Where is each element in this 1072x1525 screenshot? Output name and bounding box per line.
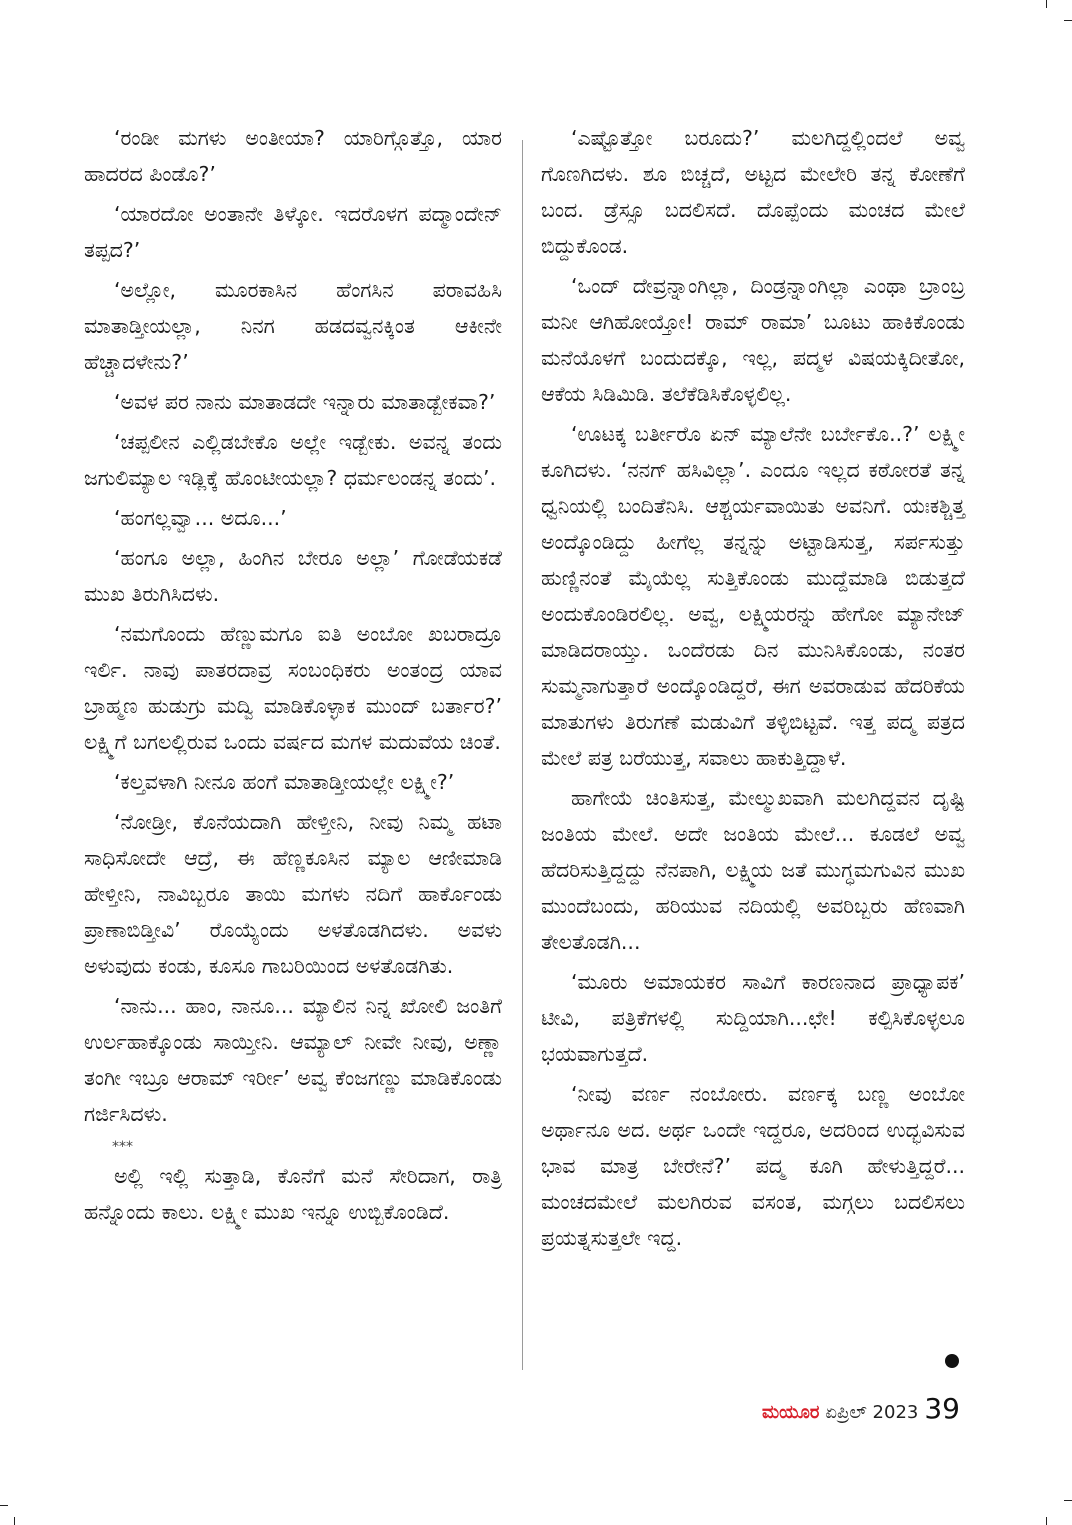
magazine-logo: ಮಯೂರ (761, 1402, 820, 1423)
paragraph: ಅಲ್ಲಿ ಇಲ್ಲಿ ಸುತ್ತಾಡಿ, ಕೊನೆಗೆ ಮನೆ ಸೇರಿದಾಗ, ರಾತ್ರಿ ಹನ್ನೊಂದು ಕಾಲು. ಲಕ್ಷ್ಮೀ ಮುಖ ಇನ್ನೂ ಉಬ್ಬಿಕೊಂಡಿದೆ. (84, 1164, 502, 1224)
paragraph: ‘ಊಟಕ್ಕ ಬರ್ತೀರೊ ಏನ್ ಮ್ಯಾಲೆನೇ ಬರ್ಬೇಕೊ..?’ ಲಕ್ಷ್ಮೀ ಕೂಗಿದಳು. ‘ನನಗ್ ಹಸಿವಿಲ್ಲಾ’. ಎಂದೂ ಇಲ್ಲದ ಕಠೋರತೆ ತನ್ನ ಧ್ವನಿಯಲ್ಲಿ ಬಂದಿತೆನಿಸಿ. ಆಶ್ಚರ್ಯವಾಯಿತು ಅವನಿಗೆ. ಯಃಕಶ್ಚಿತ್ತ ಅಂದ್ಕೊಂಡಿದ್ದು ಹೀಗೆಲ್ಲ ತನ್ನನ್ನು ಅಟ್ಟಾಡಿಸುತ್ತ, ಸರ್ಪಸುತ್ತು ಹುಣ್ಣಿನಂತೆ ಮೈಯೆಲ್ಲ ಸುತ್ತಿಕೊಂಡು ಮುದ್ದೆಮಾಡಿ ಬಿಡುತ್ತದೆ ಅಂದುಕೊಂಡಿರಲಿಲ್ಲ. ಅವ್ವ, ಲಕ್ಷ್ಮಿಯರನ್ನು ಹೇಗೋ ಮ್ಯಾನೇಜ್ ಮಾಡಿದರಾಯ್ತು. ಒಂದೆರಡು ದಿನ ಮುನಿಸಿಕೊಂಡು, ನಂತರ ಸುಮ್ಮನಾಗುತ್ತಾರೆ ಅಂದ್ಕೊಂಡಿದ್ದರೆ, ಈಗ ಅವರಾಡುವ ಹೆದರಿಕೆಯ ಮಾತುಗಳು ತಿರುಗಣೆ ಮಡುವಿಗೆ ತಳ್ಳಿಬಿಟ್ಟವೆ. ಇತ್ತ ಪದ್ಮ ಪತ್ರದ ಮೇಲೆ ಪತ್ರ ಬರೆಯುತ್ತ, ಸವಾಲು ಹಾಕುತ್ತಿದ್ದಾಳೆ. (541, 422, 965, 770)
crop-mark (1046, 1517, 1047, 1525)
paragraph: ‘ಮೂರು ಅಮಾಯಕರ ಸಾವಿಗೆ ಕಾರಣನಾದ ಪ್ರಾಧ್ಯಾಪಕ’ ಟೀವಿ, ಪತ್ರಿಕೆಗಳಲ್ಲಿ ಸುದ್ದಿಯಾಗಿ...ಛೇ! ಕಲ್ಪಿಸಿಕೊಳ್ಳಲೂ ಭಯವಾಗುತ್ತದೆ. (541, 970, 965, 1066)
paragraph: ‘ಅಲ್ಲೋ, ಮೂರಕಾಸಿನ ಹೆಂಗಸಿನ ಪರಾವಹಿಸಿ ಮಾತಾಡ್ತೀಯಲ್ಲಾ, ನಿನಗ ಹಡದವ್ವನಕ್ಕಿಂತ ಆಕೀನೇ ಹೆಚ್ಚಾದಳೇನು?’ (84, 278, 502, 374)
crop-mark (1064, 1500, 1072, 1501)
page-number: 39 (924, 1392, 960, 1425)
column-divider (522, 140, 523, 1370)
paragraph: ‘ರಂಡೀ ಮಗಳು ಅಂತೀಯಾ? ಯಾರಿಗ್ಗೊತ್ತೊ, ಯಾರ ಹಾದರದ ಪಿಂಡೊ?’ (84, 126, 502, 186)
paragraph: ‘ಎಷ್ಟೊತ್ತೋ ಬರೂದು?’ ಮಲಗಿದ್ದಲ್ಲಿಂದಲೆ ಅವ್ವ ಗೊಣಗಿದಳು. ಶೂ ಬಿಚ್ಚದೆ, ಅಟ್ಟದ ಮೇಲೇರಿ ತನ್ನ ಕೋಣೆಗೆ ಬಂದ. ಡ್ರೆಸ್ಸೂ ಬದಲಿಸದೆ. ದೊಪ್ಪೆಂದು ಮಂಚದ ಮೇಲೆ ಬಿದ್ದುಕೊಂಡ. (541, 126, 965, 258)
page-footer (762, 1392, 960, 1425)
paragraph: ‘ಹಂಗೂ ಅಲ್ಲಾ, ಹಿಂಗಿನ ಬೇರೂ ಅಲ್ಲಾ’ ಗೋಡೆಯಕಡೆ ಮುಖ ತಿರುಗಿಸಿದಳು. (84, 546, 502, 606)
paragraph: ‘ನೋಡ್ರೀ, ಕೊನೆಯದಾಗಿ ಹೇಳ್ತೀನಿ, ನೀವು ನಿಮ್ಮ ಹಟಾ ಸಾಧಿಸೋದೇ ಆದ್ರೆ, ಈ ಹೆಣ್ಣಕೂಸಿನ ಮ್ಯಾಲ ಆಣೀಮಾಡಿ ಹೇಳ್ತೀನಿ, ನಾವಿಬ್ಬರೂ ತಾಯಿ ಮಗಳು ನದಿಗೆ ಹಾರ್ಕೊಂಡು ಪ್ರಾಣಾಬಿಡ್ತೀವಿ’ ರೊಯ್ಯೆಂದು ಅಳತೊಡಗಿದಳು. ಅವಳು ಅಳುವುದು ಕಂಡು, ಕೂಸೂ ಗಾಬರಿಯಿಂದ ಅಳತೊಡಗಿತು. (84, 810, 502, 978)
left-column (84, 120, 502, 1234)
paragraph: ‘ಒಂದ್ ದೇವ್ರನ್ನಾಂಗಿಲ್ಲಾ, ದಿಂಡ್ರನ್ನಾಂಗಿಲ್ಲಾ ಎಂಥಾ ಬ್ರಾಂಬ್ರ ಮನೀ ಆಗಿಹೋಯ್ತೋ! ರಾಮ್ ರಾಮಾ’ ಬೂಟು ಹಾಕಿಕೊಂಡು ಮನೆಯೊಳಗೆ ಬಂದುದಕ್ಕೊ, ಇಲ್ಲ, ಪದ್ಮಳ ವಿಷಯಕ್ಕಿದೀತೋ, ಆಕೆಯ ಸಿಡಿಮಿಡಿ. ತಲೆಕೆಡಿಸಿಕೊಳ್ಳಲಿಲ್ಲ. (541, 274, 965, 406)
crop-mark (14, 1517, 15, 1525)
paragraph: ಹಾಗೇಯೆ ಚಿಂತಿಸುತ್ತ, ಮೇಲ್ಮುಖವಾಗಿ ಮಲಗಿದ್ದವನ ದೃಷ್ಟಿ ಜಂತಿಯ ಮೇಲೆ. ಅದೇ ಜಂತಿಯ ಮೇಲೆ... ಕೂಡಲೆ ಅವ್ವ ಹೆದರಿಸುತ್ತಿದ್ದದ್ದು ನೆನಪಾಗಿ, ಲಕ್ಷ್ಮಿಯ ಜತೆ ಮುಗ್ಧಮಗುವಿನ ಮುಖ ಮುಂದೆಬಂದು, ಹರಿಯುವ ನದಿಯಲ್ಲಿ ಅವರಿಬ್ಬರು ಹೆಣವಾಗಿ ತೇಲತೊಡಗಿ... (541, 786, 965, 954)
section-break: *** (112, 1139, 133, 1155)
paragraph: ‘ನೀವು ವರ್ಣ ನಂಬೋರು. ವರ್ಣಕ್ಕ ಬಣ್ಣ ಅಂಬೋ ಅರ್ಥಾನೂ ಅದ. ಅರ್ಥ ಒಂದೇ ಇದ್ದರೂ, ಅದರಿಂದ ಉದ್ಭವಿಸುವ ಭಾವ ಮಾತ್ರ ಬೇರೇನೆ?’ ಪದ್ಮ ಕೂಗಿ ಹೇಳುತ್ತಿದ್ದರೆ... ಮಂಚದಮೇಲೆ ಮಲಗಿರುವ ವಸಂತ, ಮಗ್ಗಲು ಬದಲಿಸಲು ಪ್ರಯತ್ನಸುತ್ತಲೇ ಇದ್ದ. (541, 1082, 965, 1250)
paragraph: ‘ಹಂಗಲ್ಲವ್ವಾ... ಅದೂ...’ (114, 506, 287, 530)
issue-date: ಏಪ್ರಿಲ್ 2023 (825, 1402, 919, 1423)
crop-mark (1064, 20, 1072, 21)
right-column (541, 120, 965, 1260)
paragraph: ‘ಕಲ್ತವಳಾಗಿ ನೀನೂ ಹಂಗೆ ಮಾತಾಡ್ತೀಯಲ್ಲೇ ಲಕ್ಷ್ಮೀ?’ (114, 770, 455, 794)
paragraph: ‘ನಮಗೊಂದು ಹೆಣ್ಣುಮಗೂ ಐತಿ ಅಂಬೋ ಖಬರಾದ್ರೂ ಇರ್ಲಿ. ನಾವು ಪಾತರದಾವ್ರ ಸಂಬಂಧಿಕರು ಅಂತಂದ್ರ ಯಾವ ಬ್ರಾಹ್ಮಣ ಹುಡುಗ್ರು ಮದ್ವಿ ಮಾಡಿಕೊಳ್ಳಾಕ ಮುಂದ್ ಬರ್ತಾರ?’ ಲಕ್ಷ್ಮಿಗೆ ಬಗಲಲ್ಲಿರುವ ಒಂದು ವರ್ಷದ ಮಗಳ ಮದುವೆಯ ಚಿಂತೆ. (84, 622, 502, 754)
paragraph: ‘ಅವಳ ಪರ ನಾನು ಮಾತಾಡದೇ ಇನ್ನಾರು ಮಾತಾಡ್ಬೇಕವಾ?’ (114, 390, 496, 414)
paragraph: ‘ನಾನು... ಹಾಂ, ನಾನೂ... ಮ್ಯಾಲಿನ ನಿನ್ನ ಖೋಲಿ ಜಂತಿಗೆ ಉರ್ಲಹಾಕ್ಕೊಂಡು ಸಾಯ್ತೀನಿ. ಆಮ್ಯಾಲ್ ನೀವೇ ನೀವು, ಅಣ್ಣಾ ತಂಗೀ ಇಬ್ರೂ ಆರಾಮ್ ಇರ್ರೀ’ ಅವ್ವ ಕೆಂಜಗಣ್ಣು ಮಾಡಿಕೊಂಡು ಗರ್ಜಿಸಿದಳು. (84, 994, 502, 1126)
crop-mark (1046, 0, 1047, 8)
end-of-story-bullet-icon (945, 1354, 959, 1368)
paragraph: ‘ಚಪ್ಪಲೀನ ಎಲ್ಲಿಡಬೇಕೊ ಅಲ್ಲೇ ಇಡ್ಬೇಕು. ಅವನ್ನ ತಂದು ಜಗುಲಿಮ್ಯಾಲ ಇಡ್ಲಿಕ್ಕೆ ಹೊಂಟೀಯಲ್ಲಾ? ಧರ್ಮಲಂಡನ್ನ ತಂದು’. (84, 430, 502, 490)
crop-mark (0, 1505, 8, 1506)
paragraph: ‘ಯಾರದೋ ಅಂತಾನೇ ತಿಳ್ಕೋ. ಇದರೊಳಗ ಪದ್ಮಾಂದೇನ್ ತಪ್ಪದ?’ (84, 202, 502, 262)
